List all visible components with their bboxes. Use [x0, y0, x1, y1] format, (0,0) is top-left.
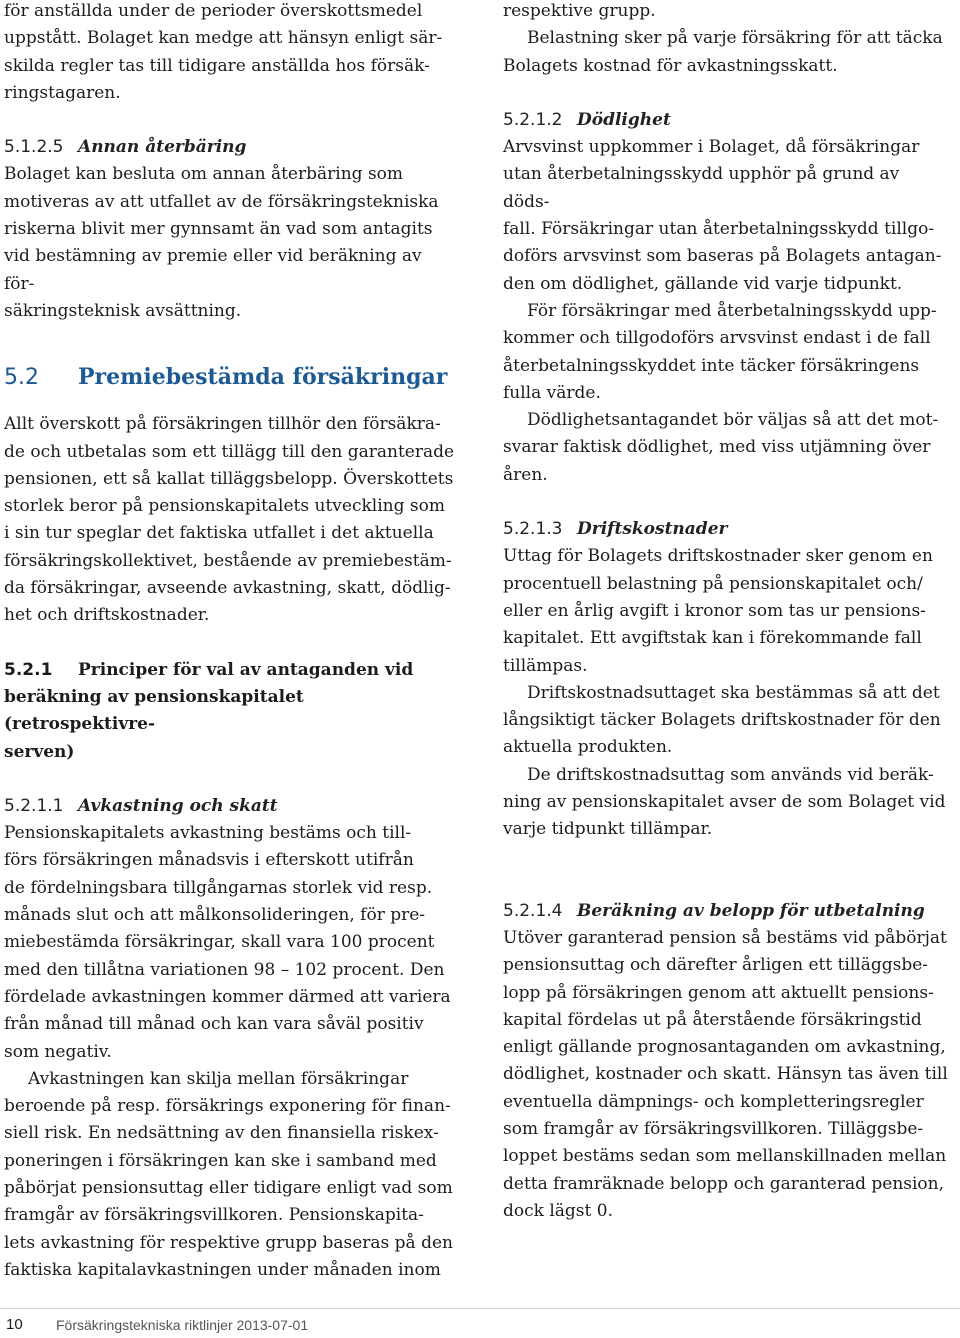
paragraph-driftskostnader-3: De driftskostnadsuttag som används vid beräk- ning av pensionskapitalet avser de som Bolaget vid varje tidpunkt tillämpar. — [503, 764, 946, 840]
paragraph-driftskostnader-1: Uttag för Bolagets driftskostnader sker genom en procentuell belastning på pensionskapitalet och/ eller en årlig avgift i kronor som tas ur pensions- kapitalet. Ett avgiftstak kan i förekommande fall tillämpas. — [503, 546, 933, 676]
paragraph-dodlighet-2: För försäkringar med återbetalningsskydd upp- kommer och tillgodoförs arvsvinst endast i de fall återbetalningsskyddet inte täcker försäkringens fulla värde. — [503, 300, 937, 403]
paragraph-belastning: Belastning sker på varje försäkring för att täcka Bolagets kostnad för avkastningsskatt. — [503, 28, 943, 76]
heading-5-2-1-2: 5.2.1.2 Dödlighet — [503, 109, 671, 130]
heading-5-2-1-3: 5.2.1.3 Driftskostnader — [503, 519, 728, 540]
heading-5-2-1-4: 5.2.1.4 Beräkning av belopp för utbetalning — [503, 900, 925, 921]
heading-5-1-2-5: 5.1.2.5 Annan återbäring — [4, 137, 247, 158]
paragraph-dodlighet-1: Arvsvinst uppkommer i Bolaget, då försäkringar utan återbetalningsskydd upphör på grund av döds- fall. Försäkringar utan återbetalningsskydd tillgo- doförs arvsvinst som baseras på Bolagets antagan- den om dödlighet, gällande vid varje tidpunkt. — [503, 137, 942, 294]
continued-paragraph-right: respektive grupp. — [503, 1, 656, 21]
paragraph-premiebestamda: Allt överskott på försäkringen tillhör den försäkra- de och utbetalas som ett tillägg till den garanterade pensionen, ett så kallat tilläggsbelopp. Överskottets storlek beror på pensionskapitalets utveckling som i sin tur speglar det faktiska utfallet i det aktuella försäkringskollektivet, bestående av premiebestäm- da försäkringar, avseende avkastning, skatt, dödlig- het och driftskostnader. — [4, 414, 455, 626]
continued-paragraph: för anställda under de perioder överskottsmedel uppstått. Bolaget kan medge att hänsyn enligt sär- skilda regler tas till tidigare anställda hos försäk- ringstagaren. — [4, 1, 443, 103]
paragraph-driftskostnader-2: Driftskostnadsuttaget ska bestämmas så att det långsiktigt täcker Bolagets driftskostnader för den aktuella produkten. — [503, 682, 941, 758]
paragraph-avkastning-2: Avkastningen kan skilja mellan försäkringar beroende på resp. försäkrings exponering för finan- siell risk. En nedsättning av den finansiella riskex- poneringen i försäkringen kan ske i samband med påbörjat pensionsuttag eller tidigare enligt vad som framgår av försäkringsvillkoren. Pensionskapita- lets avkastning för respektive grupp baseras på den faktiska kapitalavkastningen under månaden inom — [4, 1068, 453, 1280]
paragraph-annan-aterbaring: Bolaget kan besluta om annan återbäring som motiveras av att utfallet av de försäkringstekniska riskerna blivit mer gynnsamt än vad som antagits vid bestämning av premie eller vid beräkning av för- säkringsteknisk avsättning. — [4, 164, 439, 321]
footer-divider — [0, 1308, 960, 1309]
paragraph-berakning: Utöver garanterad pension så bestäms vid påbörjat pensionsuttag och därefter årligen ett tilläggsbe- lopp på försäkringen genom att aktuellt pensions- kapital fördelas ut på återstående försäkringstid enligt gällande prognosantaganden om avkastning, dödlighet, kostnader och skatt. Hänsyn tas även till eventuella dämpnings- och kompletteringsregler som framgår av försäkringsvillkoren. Tilläggsbe- loppet bestäms sedan som mellanskillnaden mellan detta framräknade belopp och garanterad pension, dock lägst 0. — [503, 927, 948, 1221]
paragraph-dodlighet-3: Dödlighetsantagandet bör väljas så att det mot- svarar faktisk dödlighet, med viss utjämning över åren. — [503, 410, 939, 485]
section-heading-5-2: 5.2 Premiebestämda försäkringar — [4, 364, 448, 391]
left-column — [4, 0, 456, 1284]
right-column — [503, 0, 950, 1225]
page-number: 10 — [6, 1316, 23, 1333]
heading-5-2-1: 5.2.1 Principer för val av antaganden vid beräkning av pensionskapitalet (retrospektivre- serven) — [4, 659, 414, 762]
heading-5-2-1-1: 5.2.1.1 Avkastning och skatt — [4, 795, 278, 816]
footer-text: Försäkringstekniska riktlinjer 2013-07-01 — [56, 1317, 309, 1333]
paragraph-avkastning-1: Pensionskapitalets avkastning bestäms och till- förs försäkringen månadsvis i efterskott utifrån de fördelningsbara tillgångarnas storlek vid resp. månads slut och att målkonsolideringen, för pre- miebestämda försäkringar, skall vara 100 procent med den tillåtna variationen 98 – 102 procent. Den fördelade avkastningen kommer därmed att variera från månad till månad och kan vara såväl positiv som negativ. — [4, 823, 451, 1062]
